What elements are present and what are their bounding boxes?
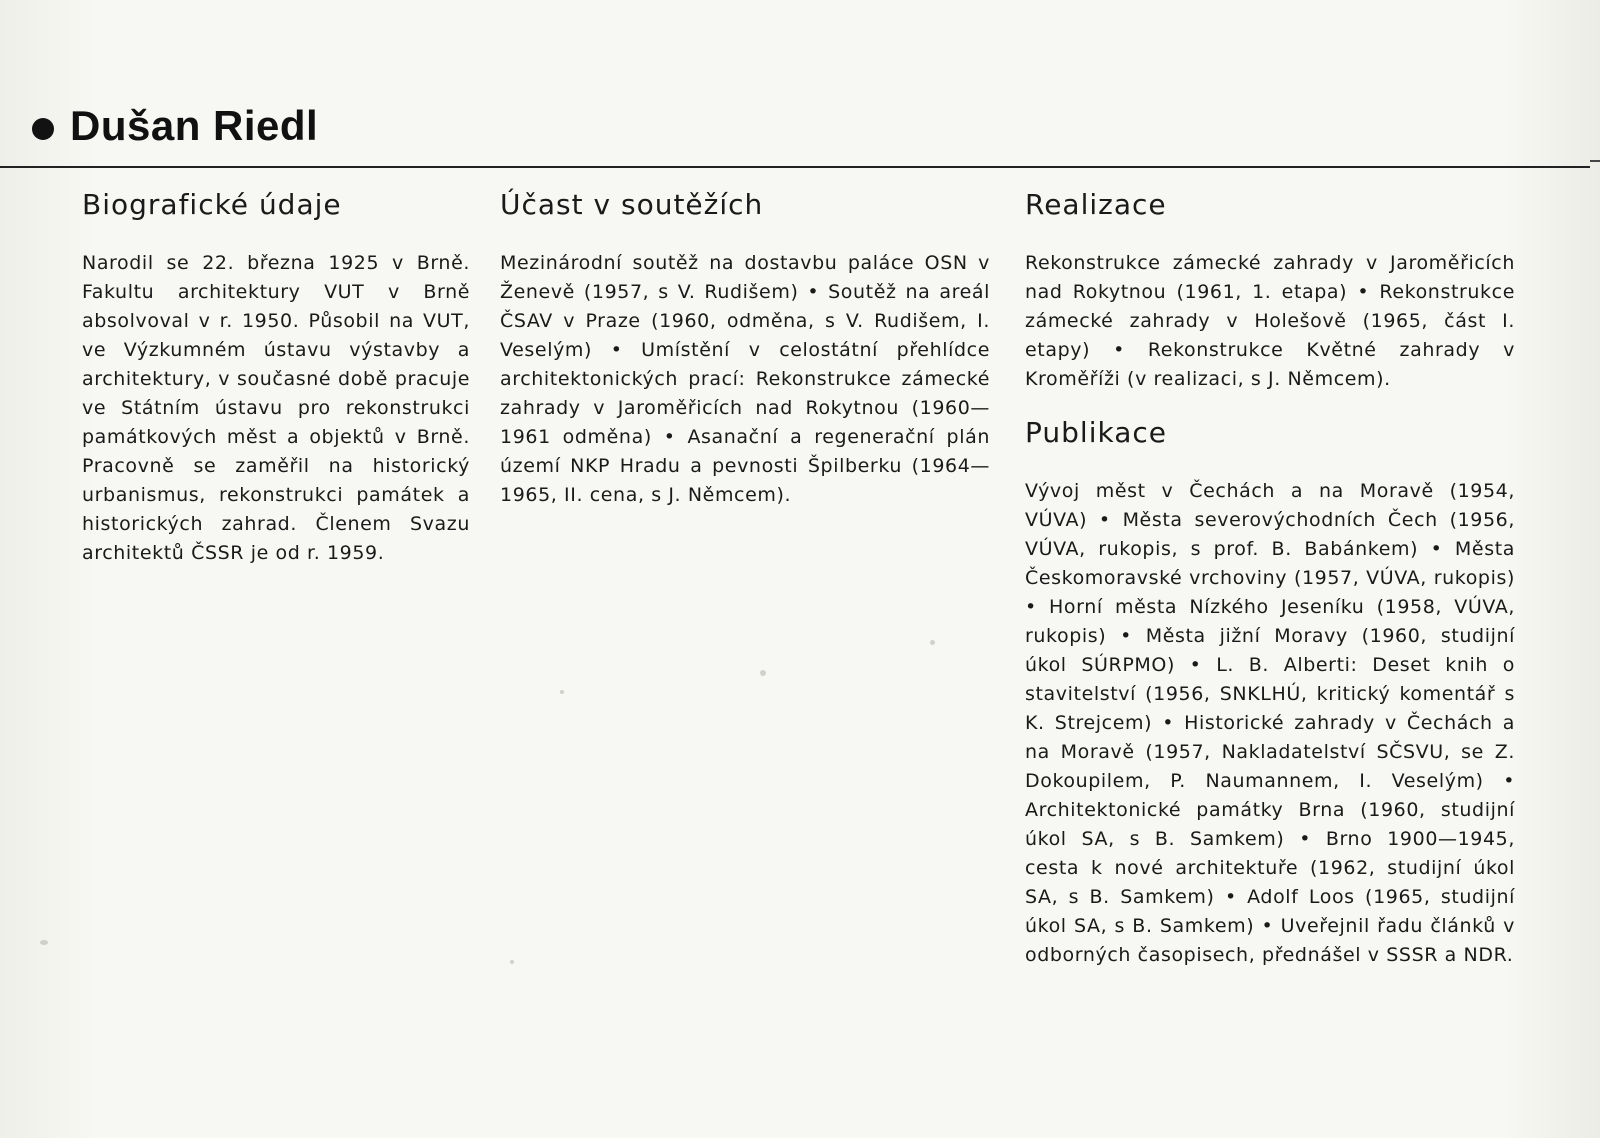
page-header xyxy=(32,102,318,150)
biography-text: Narodil se 22. března 1925 v Brně. Fakultu architektury VUT v Brně absolvoval v r. 1950. Působil na VUT, ve Výzkumném ústavu výstavby a architektury, v současné době pracuje ve Státním ústavu pro rekonstrukci památkových měst a objektů v Brně. Pracovně se zaměřil na historický urbanismus, rekonstrukci památek a historických zahrad. Členem Svazu architektů ČSSR je od r. 1959. xyxy=(82,252,470,564)
paper-speck xyxy=(560,690,564,694)
paper-speck xyxy=(760,670,766,676)
competitions-text: Mezinárodní soutěž na dostavbu paláce OSN v Ženevě (1957, s V. Rudišem) • Soutěž na areál ČSAV v Praze (1960, odměna, s V. Rudišem, I. Veselým) • Umístění v celostátní přehlídce architektonických prací: Rekonstrukce zámecké zahrady v Jaroměřicích nad Rokytnou (1960—1961 odměna) • Asanační a regenerační plán území NKP Hradu a pevnosti Špilberku (1964—1965, II. cena, s J. Němcem). xyxy=(500,252,990,506)
realizations-text: Rekonstrukce zámecké zahrady v Jaroměřicích nad Rokytnou (1961, 1. etapa) • Rekonstrukce zámecké zahrady v Holešově (1965, část I. etapy) • Rekonstrukce Květné zahrady v Kroměříži (v realizaci, s J. Němcem). xyxy=(1025,252,1515,390)
paper-speck xyxy=(930,640,935,645)
biography-heading: Biografické údaje xyxy=(82,188,342,221)
biography-column xyxy=(82,188,470,568)
publications-heading: Publikace xyxy=(1025,416,1167,449)
divider-tick xyxy=(1590,160,1600,162)
paper-speck xyxy=(40,940,48,945)
header-divider xyxy=(0,166,1590,168)
realizations-heading: Realizace xyxy=(1025,188,1167,221)
paper-speck xyxy=(510,960,514,964)
competitions-column xyxy=(500,188,990,510)
competitions-heading: Účast v soutěžích xyxy=(500,188,764,221)
publications-text: Vývoj měst v Čechách a na Moravě (1954, VÚVA) • Města severovýchodních Čech (1956, VÚVA, rukopis, s prof. B. Babánkem) • Města Českomoravské vrchoviny (1957, VÚVA, rukopis) • Horní města Nízkého Jeseníku (1958, VÚVA, rukopis) • Města jižní Moravy (1960, studijní úkol SÚRPMO) • L. B. Alberti: Deset knih o stavitelství (1956, SNKLHÚ, kritický komentář s K. Strejcem) • Historické zahrady v Čechách a na Moravě (1957, Nakladatelství SČSVU, se Z. Dokoupilem, P. Naumannem, I. Veselým) • Architektonické památky Brna (1960, studijní úkol SA, s B. Samkem) • Brno 1900—1945, cesta k nové architektuře (1962, studijní úkol SA, s B. Samkem) • Adolf Loos (1965, studijní úkol SA, s B. Samkem) • Uveřejnil řadu článků v odborných časopisech, přednášel v SSSR a NDR. xyxy=(1025,480,1515,966)
right-column xyxy=(1025,188,1515,970)
bullet-icon xyxy=(32,118,54,140)
page-title: Dušan Riedl xyxy=(70,102,319,149)
